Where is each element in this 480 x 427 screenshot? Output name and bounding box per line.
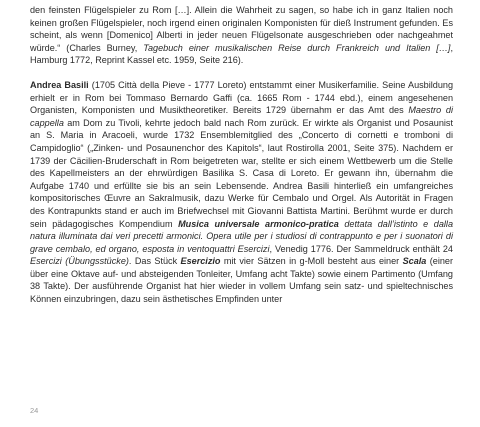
page-number: 24	[30, 406, 39, 415]
composer-name: Andrea Basili	[30, 79, 89, 90]
biography-text-6: (einer über eine Oktave auf- und absteigenden Tonleiter, Umfang acht Takte) sowie einem Partimento (Umfang 38 Takte). Der ausführende Organist hat hier wieder in vollem Umfang sein satz- und spieltechnisches Können einzubringen, dazu sein ästhetisches Empfinden unter	[30, 256, 453, 305]
burney-book-title: Tagebuch einer musikalischen Reise durch Frankreich und Italien […]	[143, 42, 451, 53]
esercizi-term: Esercizi (Übungsstücke)	[30, 256, 129, 267]
paragraph-burney-quote	[30, 4, 453, 67]
biography-text-4: . Das Stück	[128, 256, 181, 267]
document-page	[30, 4, 453, 306]
scala-term: Scala	[402, 256, 427, 267]
maestro-title: Maestro di cappella	[30, 105, 453, 128]
paragraph-andrea-basili	[30, 79, 453, 306]
biography-text-2: am Dom zu Tivoli, kehrte jedoch bald nach Rom zurück. Er wirkte als Organist und Posaunist an S. Maria in Aracoeli, wurde 1732 Ensemblemitglied des „Concerto di cornetti e tromboni di Campidoglio“ („Zinken- und Posaunenchor des Kapitols“, laut Rostirolla 2001, Seite 375). Nachdem er 1739 der Cäcilien-Bruderschaft in Rom beigetreten war, stellte er sich einem Wettbewerb um die Stelle des Kapellmeisters an der ehrwürdigen Basilika S. Casa di Loreto. Er gewann ihn, übernahm die Aufgabe 1740 und erfüllte sie bis an sein Lebensende. Andrea Basili hinterließ ein umfangreiches kompositorisches Œuvre an Sakralmusik, dazu Werke für Cembalo und Orgel. Als Autorität in Fragen des Kontrapunkts stand er auch im Briefwechsel mit Giovanni Battista Martini. Berühmt wurde er durch sein pädagogisches Kompendium	[30, 117, 453, 229]
esercizio-term: Esercizio	[180, 256, 221, 267]
compendium-subtitle: dettata dall’istinto e dalla natura illuminata dai veri precetti armonici. Opera utile per i studiosi di contrappunto e per i suonatori di grave cembalo, ed organo, esposta in ventoquattri Esercizi	[30, 218, 453, 254]
biography-text-3: , Venedig 1776. Der Sammeldruck enthält 24	[269, 243, 453, 254]
compendium-title: Musica universale armonico-pratica	[178, 218, 339, 229]
citation-tail: , Hamburg 1772, Reprint Kassel etc. 1959, Seite 216).	[30, 42, 453, 66]
biography-text-5: mit vier Sätzen in g-Moll besteht aus einer	[220, 256, 403, 267]
biography-text-1: (1705 Città della Pieve - 1777 Loreto) entstammt einer Musikerfamilie. Seine Ausbildung erhielt er in Rom bei Tommaso Bernardo Gaffi (ca. 1665 Rom - 1744 ebd.), einem angesehenen Organisten, Komponisten und Musiktheoretiker. Bereits 1729 übernahm er das Amt des	[30, 79, 453, 116]
quote-text: den feinsten Flügelspieler zu Rom […]. Allein die Wahrheit zu sagen, so habe ich in ganz Italien noch keinen großen Flügelspieler, noch irgend einen originalen Komponisten für dieß Instrument gefunden. Es scheint, als wenn [Domenico] Alberti in jeder neuen Flügelsonate ausgeschrieben oder nachgeahmet würde.“ (Charles Burney,	[30, 5, 453, 53]
